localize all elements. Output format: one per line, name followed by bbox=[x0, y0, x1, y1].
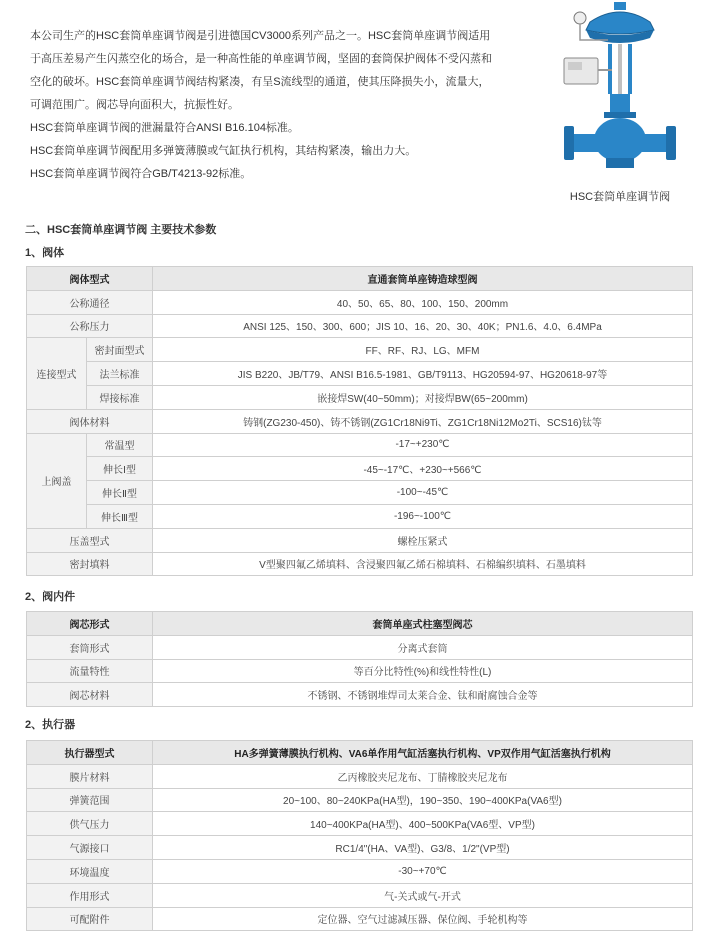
row-value: -196~-100℃ bbox=[153, 504, 693, 528]
group-label: 上阀盖 bbox=[27, 433, 87, 528]
row-label: 焊接标准 bbox=[87, 385, 153, 409]
row-value: JIS B220、JB/T79、ANSI B16.5-1981、GB/T9113、HG20594-97、HG20618-97等 bbox=[153, 362, 693, 386]
row-value: 140~400KPa(HA型)、400~500KPa(VA6型、VP型) bbox=[153, 812, 693, 836]
table-row bbox=[27, 362, 693, 386]
row-value: 分离式套筒 bbox=[153, 635, 693, 659]
table-row bbox=[27, 836, 693, 860]
table-row bbox=[27, 290, 693, 314]
row-value: 嵌接焊SW(40~50mm)；对接焊BW(65~200mm) bbox=[153, 385, 693, 409]
row-label: 常温型 bbox=[87, 433, 153, 457]
table-row bbox=[27, 457, 693, 481]
row-value: 乙丙橡胶夹尼龙布、丁腈橡胶夹尼龙布 bbox=[153, 764, 693, 788]
trim-spec-table bbox=[26, 611, 693, 707]
table-row bbox=[27, 409, 693, 433]
product-figure bbox=[535, 0, 705, 210]
body-spec-table bbox=[26, 266, 693, 576]
table-row bbox=[27, 788, 693, 812]
table-row bbox=[27, 907, 693, 931]
row-label: 公称压力 bbox=[27, 314, 153, 338]
row-label: 压盖型式 bbox=[27, 528, 153, 552]
row-label: 环境温度 bbox=[27, 859, 153, 883]
row-label: 伸长Ⅰ型 bbox=[87, 457, 153, 481]
intro-line: 本公司生产的HSC套筒单座调节阀是引进德国CV3000系列产品之一。HSC套筒单座调节阀适用 bbox=[30, 30, 491, 42]
table-header-cell: 套筒单座式柱塞型阀芯 bbox=[153, 612, 693, 636]
table-row bbox=[27, 552, 693, 576]
table-row bbox=[27, 635, 693, 659]
row-value: 铸钢(ZG230-450)、铸不锈钢(ZG1Cr18Ni9Ti、ZG1Cr18Ni12Mo2Ti、SCS16)钛等 bbox=[153, 409, 693, 433]
intro-line: 空化的破坏。HSC套筒单座调节阀结构紧凑，有呈S流线型的通道，使其压降损失小，流量大， bbox=[30, 76, 490, 88]
row-value: -100~-45℃ bbox=[153, 481, 693, 505]
row-value: 螺栓压紧式 bbox=[153, 528, 693, 552]
section-title: 二、HSC套筒单座调节阀 主要技术参数 bbox=[25, 224, 217, 236]
row-label: 流量特性 bbox=[27, 659, 153, 683]
row-value: -17~+230℃ bbox=[153, 433, 693, 457]
subsection-title-trim: 2、阀内件 bbox=[25, 591, 76, 603]
row-value: 40、50、65、80、100、150、200mm bbox=[153, 290, 693, 314]
actuator-spec-table bbox=[26, 740, 693, 931]
table-header-row bbox=[27, 741, 693, 765]
intro-line: HSC套筒单座调节阀配用多弹簧薄膜或气缸执行机构，其结构紧凑，输出力大。 bbox=[30, 145, 417, 157]
row-value: -30~+70℃ bbox=[153, 859, 693, 883]
table-row bbox=[27, 859, 693, 883]
row-label: 密封面型式 bbox=[87, 338, 153, 362]
table-header-row bbox=[27, 267, 693, 291]
table-row bbox=[27, 659, 693, 683]
product-caption: HSC套筒单座调节阀 bbox=[569, 191, 671, 203]
subsection-title-actuator: 2、执行器 bbox=[25, 719, 76, 731]
row-value: RC1/4"(HA、VA型)、G3/8、1/2"(VP型) bbox=[153, 836, 693, 860]
row-label: 套筒形式 bbox=[27, 635, 153, 659]
row-label: 可配附件 bbox=[27, 907, 153, 931]
row-label: 伸长Ⅲ型 bbox=[87, 504, 153, 528]
table-row bbox=[27, 433, 693, 457]
table-row bbox=[27, 481, 693, 505]
table-row bbox=[27, 314, 693, 338]
intro-text bbox=[30, 25, 520, 186]
intro-line: HSC套筒单座调节阀符合GB/T4213-92标准。 bbox=[30, 168, 252, 180]
table-header-cell: 阀体型式 bbox=[27, 267, 153, 291]
row-label: 阀芯材料 bbox=[27, 683, 153, 707]
subsection-title-body: 1、阀体 bbox=[25, 247, 65, 259]
row-label: 公称通径 bbox=[27, 290, 153, 314]
table-row bbox=[27, 504, 693, 528]
row-value: 定位器、空气过滤减压器、保位阀、手轮机构等 bbox=[153, 907, 693, 931]
intro-line: 于高压差易产生闪蒸空化的场合，是一种高性能的单座调节阀，坚固的套筒保护阀体不受闪蒸和 bbox=[30, 53, 492, 65]
row-value: -45~-17℃、+230~+566℃ bbox=[153, 457, 693, 481]
table-row bbox=[27, 683, 693, 707]
table-row bbox=[27, 883, 693, 907]
row-label: 弹簧范围 bbox=[27, 788, 153, 812]
table-header-cell: 直通套筒单座铸造球型阀 bbox=[153, 267, 693, 291]
row-label: 作用形式 bbox=[27, 883, 153, 907]
row-label: 气源接口 bbox=[27, 836, 153, 860]
row-label: 法兰标准 bbox=[87, 362, 153, 386]
row-label: 阀体材料 bbox=[27, 409, 153, 433]
table-row bbox=[27, 528, 693, 552]
row-value: 气-关式或气-开式 bbox=[153, 883, 693, 907]
table-row bbox=[27, 764, 693, 788]
row-value: 等百分比特性(%)和线性特性(L) bbox=[153, 659, 693, 683]
table-row bbox=[27, 338, 693, 362]
row-label: 供气压力 bbox=[27, 812, 153, 836]
row-label: 膜片材料 bbox=[27, 764, 153, 788]
row-label: 伸长Ⅱ型 bbox=[87, 481, 153, 505]
intro-line: 可调范围广。阀芯导向面积大，抗振性好。 bbox=[30, 99, 239, 111]
table-row bbox=[27, 385, 693, 409]
row-value: 20~100、80~240KPa(HA型)，190~350、190~400KPa(VA6型) bbox=[153, 788, 693, 812]
intro-line: HSC套筒单座调节阀的泄漏量符合ANSI B16.104标准。 bbox=[30, 122, 299, 134]
table-header-cell: HA多弹簧薄膜执行机构、VA6单作用气缸活塞执行机构、VP双作用气缸活塞执行机构 bbox=[153, 741, 693, 765]
row-value: V型聚四氟乙烯填料、含浸聚四氟乙烯石棉填料、石棉编织填料、石墨填料 bbox=[153, 552, 693, 576]
row-value: 不锈钢、不锈钢堆焊司太莱合金、钛和耐腐蚀合金等 bbox=[153, 683, 693, 707]
table-header-row bbox=[27, 612, 693, 636]
row-label: 密封填料 bbox=[27, 552, 153, 576]
row-value: ANSI 125、150、300、600；JIS 10、16、20、30、40K；PN1.6、4.0、6.4MPa bbox=[153, 314, 693, 338]
table-header-cell: 执行器型式 bbox=[27, 741, 153, 765]
table-row bbox=[27, 812, 693, 836]
row-value: FF、RF、RJ、LG、MFM bbox=[153, 338, 693, 362]
control-valve-image bbox=[550, 0, 690, 185]
table-header-cell: 阀芯形式 bbox=[27, 612, 153, 636]
group-label: 连接型式 bbox=[27, 338, 87, 409]
